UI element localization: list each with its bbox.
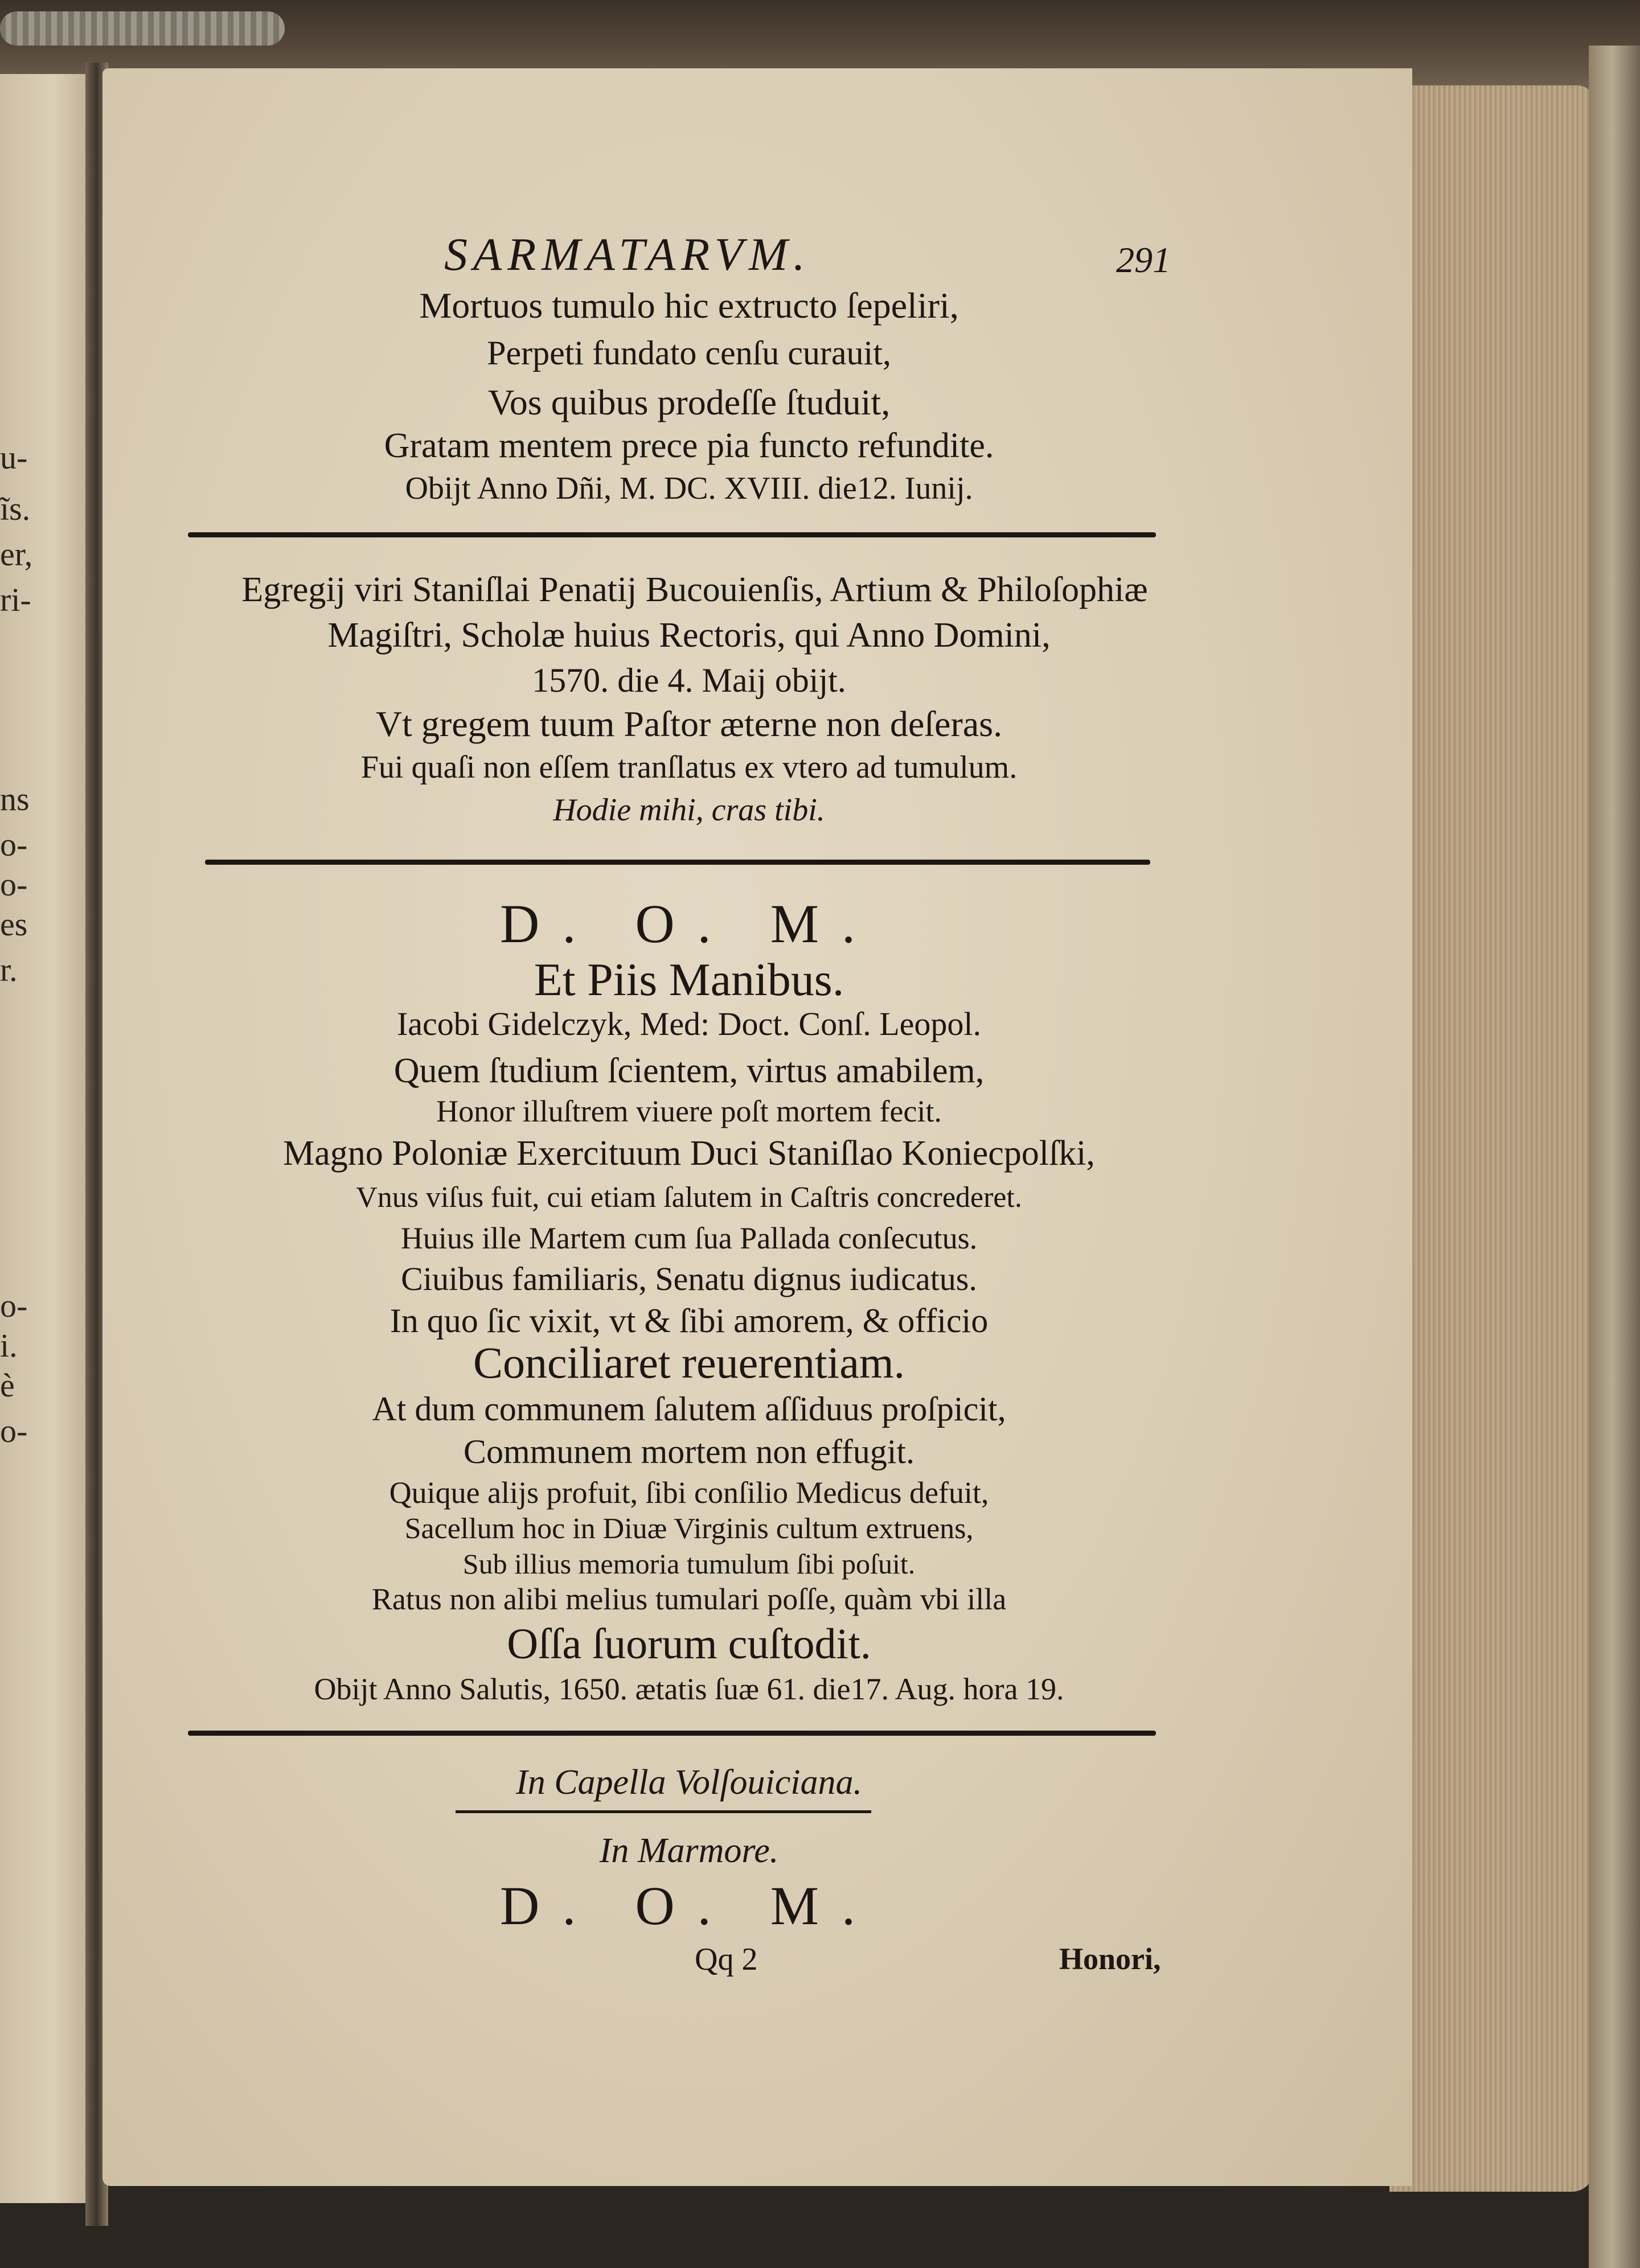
section-rule <box>205 860 1150 865</box>
dom-heading: D. O. M. <box>499 1875 878 1936</box>
page-number: 291 <box>1116 240 1171 280</box>
heading-underline <box>456 1810 871 1813</box>
inscription-line: Vnus viſus fuit, cui etiam ſalutem in Caſtris concrederet. <box>356 1181 1022 1214</box>
inscription-line: Gratam mentem prece pia functo refundite. <box>384 426 994 465</box>
inscription-line: Iacobi Gidelczyk, Med: Doct. Conſ. Leopol. <box>396 1005 982 1042</box>
inscription-line: At dum communem ſalutem aſſiduus proſpicit, <box>372 1390 1006 1428</box>
left-fragment: ns <box>0 780 30 817</box>
inscription-line: Mortuos tumulo hic extructo ſepeliri, <box>419 285 959 326</box>
inscription-line: Oſſa ſuorum cuſtodit. <box>507 1620 871 1668</box>
inscription-line: Honor illuſtrem viuere poſt mortem fecit. <box>436 1094 942 1128</box>
left-fragment: er, <box>0 536 33 573</box>
left-fragment: o- <box>0 1412 28 1449</box>
inscription-line: In quo ſic vixit, vt & ſibi amorem, & officio <box>390 1302 989 1340</box>
inscription-line: Vt gregem tuum Paſtor æterne non deſeras. <box>375 704 1003 744</box>
left-fragment: i. <box>0 1327 18 1364</box>
epitaph-title: Et Piis Manibus. <box>534 954 844 1005</box>
marble-heading: In Marmore. <box>599 1831 779 1870</box>
left-fragment: o- <box>0 826 28 863</box>
inscription-line: Magiſtri, Scholæ huius Rectoris, qui Anno Domini, <box>327 616 1051 655</box>
inscription-line: Communem mortem non effugit. <box>463 1433 915 1470</box>
inscription-line: Conciliaret reuerentiam. <box>473 1338 905 1387</box>
section-rule <box>188 532 1156 537</box>
inscription-date: Obijt Anno Salutis, 1650. ætatis ſuæ 61. die17. Aug. hora 19. <box>314 1672 1064 1706</box>
section-rule <box>188 1731 1156 1736</box>
catchword: Honori, <box>1059 1942 1161 1976</box>
inscription-line: Huius ille Martem cum ſua Pallada conſecutus. <box>400 1221 978 1255</box>
inscription-line: Perpeti fundato cenſu curauit, <box>487 334 891 372</box>
page-stack-edge <box>1389 85 1594 2192</box>
inscription-line: Magno Poloniæ Exercituum Duci Staniſlao Koniecpolſki, <box>283 1134 1095 1173</box>
headband <box>0 11 285 46</box>
inscription-line: Fui quaſi non eſſem tranſlatus ex vtero ad tumulum. <box>360 750 1018 785</box>
left-fragment: o- <box>0 866 28 903</box>
inscription-line: Ciuibus familiaris, Senatu dignus iudicatus. <box>401 1260 977 1297</box>
left-fragment: ri- <box>0 581 31 618</box>
left-page-edge <box>0 74 97 2203</box>
left-fragment: o- <box>0 1287 28 1324</box>
inscription-line: Quique alijs profuit, ſibi conſilio Medicus defuit, <box>389 1476 989 1510</box>
left-fragment: r. <box>0 951 18 988</box>
inscription-date: 1570. die 4. Maij obijt. <box>532 662 846 699</box>
inscription-line: Sub illius memoria tumulum ſibi poſuit. <box>462 1548 916 1580</box>
left-fragment: u- <box>0 439 28 476</box>
running-head: SARMATARVM. <box>444 228 811 280</box>
inscription-line: Egregij viri Staniſlai Penatij Bucouienſis, Artium & Philoſophiæ <box>241 570 1148 609</box>
left-fragment: è <box>0 1367 15 1404</box>
signature-mark: Qq 2 <box>695 1942 758 1977</box>
inscription-motto: Hodie mihi, cras tibi. <box>553 792 825 828</box>
chapel-heading: In Capella Volſouiciana. <box>516 1763 862 1802</box>
inscription-line: Sacellum hoc in Diuæ Virginis cultum extruens, <box>404 1513 974 1545</box>
inscription-date: Obijt Anno Dñi, M. DC. XVIII. die12. Iunij. <box>405 471 973 506</box>
dom-heading: D. O. M. <box>499 893 878 954</box>
inscription-line: Ratus non alibi melius tumulari poſſe, quàm vbi illa <box>371 1582 1007 1616</box>
left-fragment: ĩs. <box>0 490 31 527</box>
left-fragment: es <box>0 906 28 943</box>
inscription-line: Quem ſtudium ſcientem, virtus amabilem, <box>393 1051 985 1090</box>
inscription-line: Vos quibus prodeſſe ſtuduit, <box>487 382 891 422</box>
book-cover-edge <box>1589 46 1640 2268</box>
